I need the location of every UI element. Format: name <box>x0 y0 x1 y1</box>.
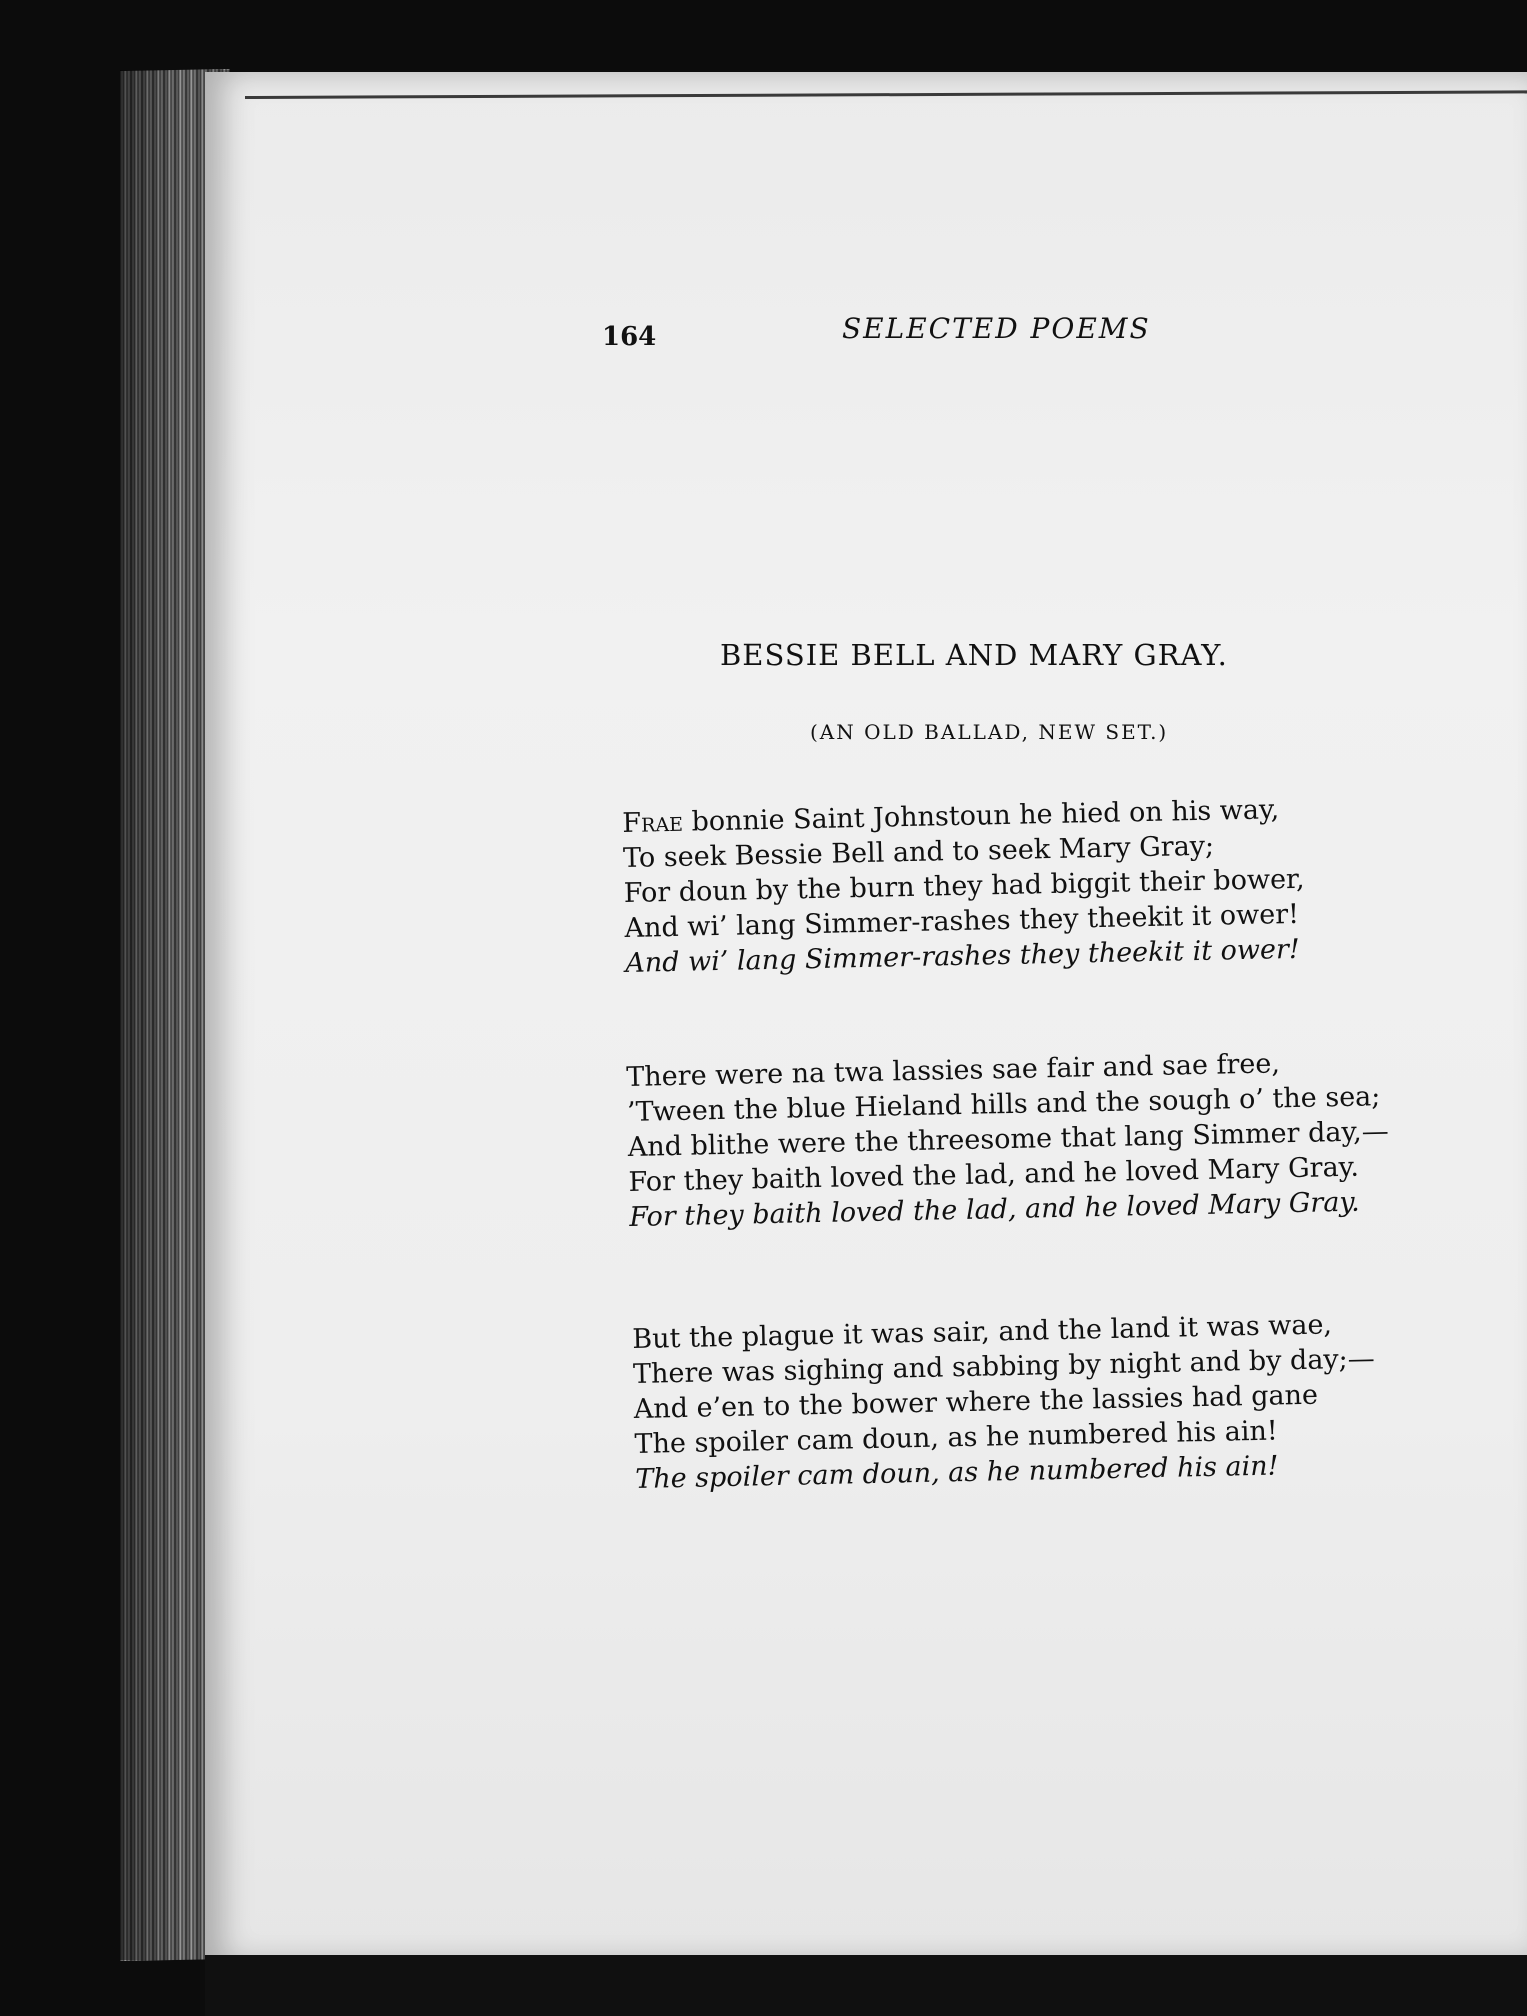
page-number: 164 <box>602 322 657 352</box>
bottom-shadow <box>205 1955 1527 2016</box>
poem-line: There was sighing and sabbing by night and by day;— <box>632 1343 1376 1390</box>
running-head: SELECTED POEMS <box>842 312 1151 345</box>
stanza <box>622 792 1306 981</box>
poem-line: And e’en to the bower where the lassies had gane <box>633 1379 1319 1425</box>
refrain-line: The spoiler cam doun, as he numbered his ain! <box>634 1450 1279 1495</box>
poem-line: For they baith loved the lad, and he loved Mary Gray. <box>628 1151 1360 1198</box>
poem-line: And blithe were the threesome that lang Simmer day,— <box>627 1116 1390 1163</box>
poem-line: To seek Bessie Bell and to seek Mary Gray; <box>622 830 1215 874</box>
poem-line: ’Tween the blue Hieland hills and the sough o’ the sea; <box>626 1081 1381 1128</box>
line-text: bonnie Saint Johnstoun he hied on his way, <box>682 794 1280 838</box>
refrain-line: For they baith loved the lad, and he loved Mary Gray. <box>628 1186 1360 1233</box>
poem-line: But the plague it was sair, and the land it was wae, <box>632 1309 1333 1355</box>
page-sheet <box>205 72 1527 1962</box>
stanza <box>632 1306 1377 1496</box>
poem-line: There were na twa lassies sae fair and sae free, <box>626 1048 1281 1093</box>
poem-subtitle: (AN OLD BALLAD, NEW SET.) <box>810 720 1169 744</box>
refrain-line: And wi’ lang Simmer-rashes they theekit it ower! <box>624 933 1300 979</box>
poem-line: For doun by the burn they had biggit their bower, <box>623 863 1305 909</box>
poem-title: BESSIE BELL AND MARY GRAY. <box>720 638 1228 672</box>
stanza <box>626 1044 1391 1235</box>
poem-line: The spoiler cam doun, as he numbered his ain! <box>634 1415 1279 1460</box>
poem-line: And wi’ lang Simmer-rashes they theekit it ower! <box>624 898 1300 944</box>
dropcap-word: Frae <box>622 806 684 839</box>
